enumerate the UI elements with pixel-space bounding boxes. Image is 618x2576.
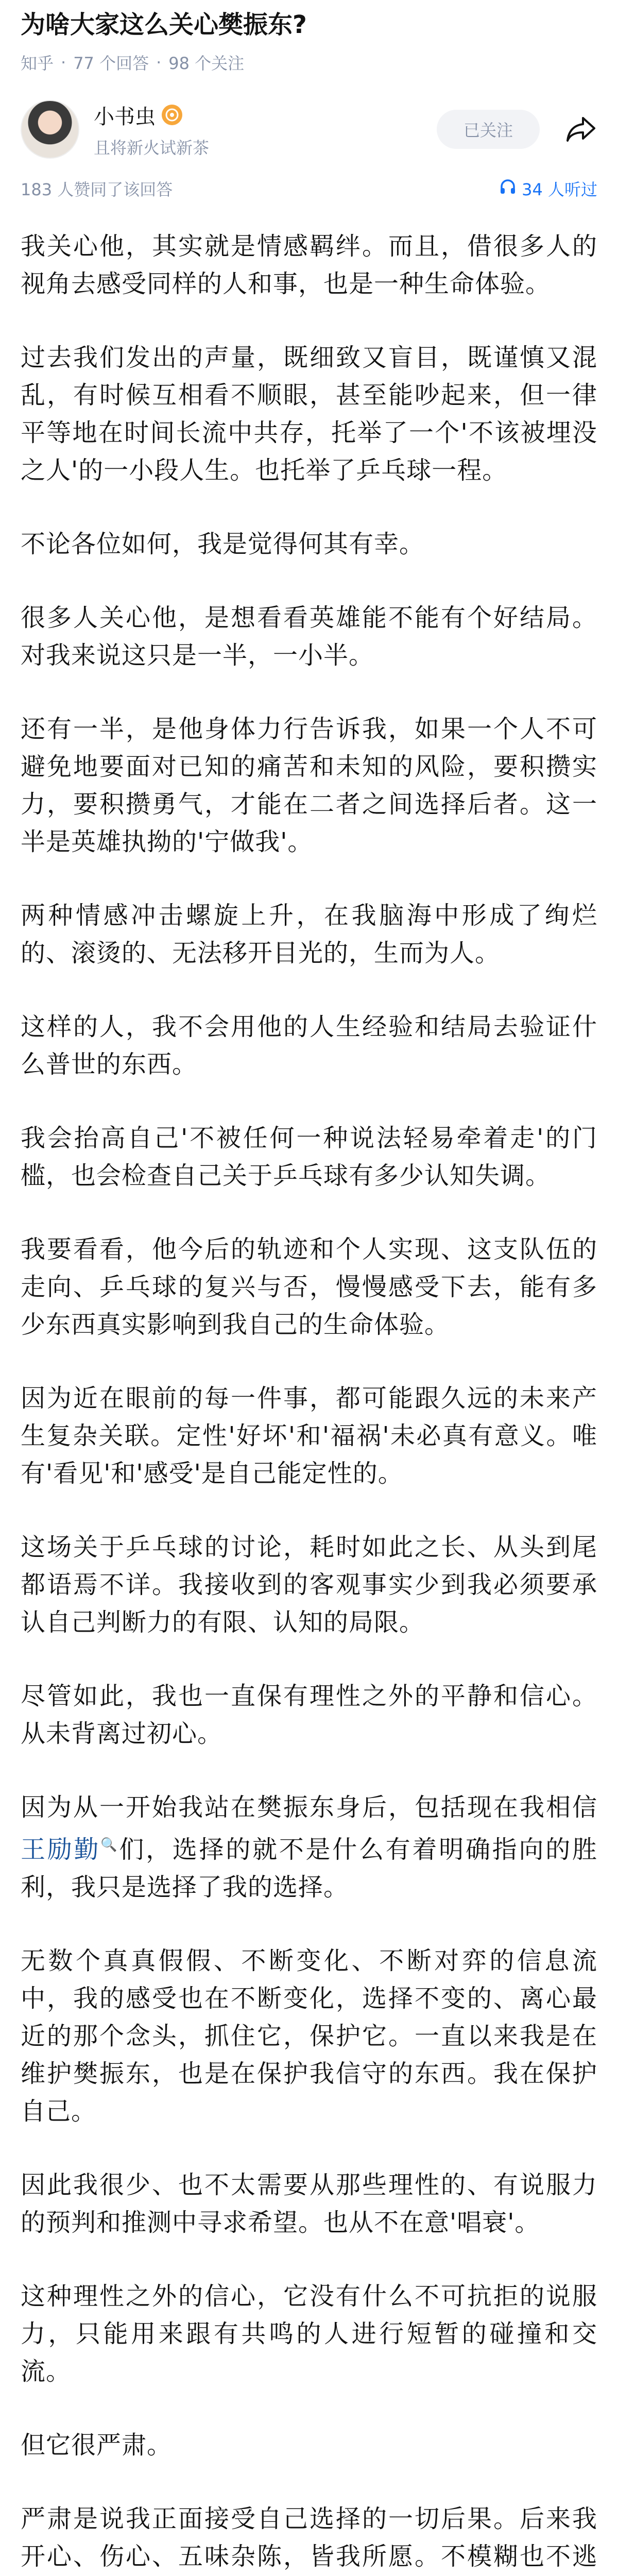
avatar[interactable]	[21, 100, 79, 159]
author-bar	[21, 91, 597, 168]
follow-button[interactable]: 已关注	[437, 110, 540, 149]
share-icon[interactable]	[564, 113, 597, 146]
stats-bar	[21, 173, 597, 204]
listen-button[interactable]	[499, 177, 597, 200]
follower-count: 98 个关注	[168, 54, 245, 73]
headphone-icon	[499, 178, 517, 199]
answer-paragraph: 两种情感冲击螺旋上升，在我脑海中形成了绚烂的、滚烫的、无法移开目光的，生而为人。	[21, 901, 597, 968]
source-label: 知乎	[21, 54, 54, 73]
meta-separator: ·	[61, 53, 66, 72]
answer-paragraph: 因为近在眼前的每一件事，都可能跟久远的未来产生复杂关联。定性'好坏'和'福祸'未必真有意义。唯有'看见'和'感受'是自己能定性的。	[21, 1384, 597, 1488]
person-link[interactable]: 王励勤	[21, 1835, 101, 1864]
author-name[interactable]: 小书虫	[94, 105, 156, 129]
answer-paragraph: 这样的人，我不会用他的人生经验和结局去验证什么普世的东西。	[21, 1012, 597, 1079]
medal-icon	[162, 105, 182, 125]
answer-paragraph: 还有一半，是他身体力行告诉我，如果一个人不可避免地要面对已知的痛苦和未知的风险，要积攒实力，要积攒勇气，才能在二者之间选择后者。这一半是英雄执拗的'宁做我'。	[21, 715, 597, 856]
agree-count: 183 人赞同了该回答	[21, 180, 173, 199]
search-link-icon: 🔍	[100, 1837, 119, 1853]
answer-paragraph: 尽管如此，我也一直保有理性之外的平静和信心。从未背离过初心。	[21, 1682, 597, 1748]
meta-separator: ·	[156, 53, 162, 72]
paragraph-text: 因为从一开始我站在樊振东身后，包括现在我相信	[21, 1793, 597, 1822]
paragraph-text: 们，选择的就不是什么有着明确指向的胜利，我只是选择了我的选择。	[21, 1835, 597, 1902]
answer-paragraph: 但它很严肃。	[21, 2431, 173, 2460]
answer-paragraph: 因此我很少、也不太需要从那些理性的、有说服力的预判和推测中寻求希望。也从不在意'唱衰'。	[21, 2171, 597, 2237]
answer-paragraph: 无数个真真假假、不断变化、不断对弈的信息流中，我的感受也在不断变化，选择不变的、离心最近的那个念头，抓住它，保护它。一直以来我是在维护樊振东，也是在保护我信守的东西。我在保护自己。	[21, 1946, 597, 2126]
author-line	[94, 100, 437, 130]
answer-paragraph: 我会抬高自己'不被任何一种说法轻易牵着走'的门槛，也会检查自己关于乒乓球有多少认知失调。	[21, 1124, 597, 1190]
answer-paragraph-with-link	[21, 1789, 597, 1906]
answer-paragraph: 我关心他，其实就是情感羁绊。而且，借很多人的视角去感受同样的人和事，也是一种生命体验。	[21, 232, 597, 298]
answer-paragraph: 很多人关心他，是想看看英雄能不能有个好结局。对我来说这只是一半，一小半。	[21, 603, 597, 670]
answer-paragraph: 严肃是说我正面接受自己选择的一切后果。后来我开心、伤心、五味杂陈，皆我所愿。不模糊也不逃	[21, 2504, 597, 2571]
question-title[interactable]: 为啥大家这么关心樊振东?	[21, 10, 307, 39]
author-bio: 且将新火试新茶	[94, 138, 210, 158]
listen-count: 34 人听过	[522, 180, 597, 199]
answer-paragraph: 这种理性之外的信心，它没有什么不可抗拒的说服力，只能用来跟有共鸣的人进行短暂的碰撞和交流。	[21, 2282, 597, 2386]
author-info	[94, 100, 437, 159]
answer-paragraph: 不论各位如何，我是觉得何其有幸。	[21, 530, 425, 558]
answer-count[interactable]: 77 个回答	[73, 54, 149, 73]
question-meta	[21, 44, 597, 80]
answer-paragraph: 我要看看，他今后的轨迹和个人实现、这支队伍的走向、乒乓球的复兴与否，慢慢感受下去，能有多少东西真实影响到我自己的生命体验。	[21, 1235, 597, 1339]
answer-paragraph: 这场关于乒乓球的讨论，耗时如此之长、从头到尾都语焉不详。我接收到的客观事实少到我必须要承认自己判断力的有限、认知的局限。	[21, 1533, 597, 1637]
answer-paragraph: 过去我们发出的声量，既细致又盲目，既谨慎又混乱，有时候互相看不顺眼，甚至能吵起来，但一律平等地在时间长流中共存，托举了一个'不该被埋没之人'的一小段人生。也托举了乒乓球一程。	[21, 343, 597, 485]
answer-content	[21, 228, 597, 2576]
